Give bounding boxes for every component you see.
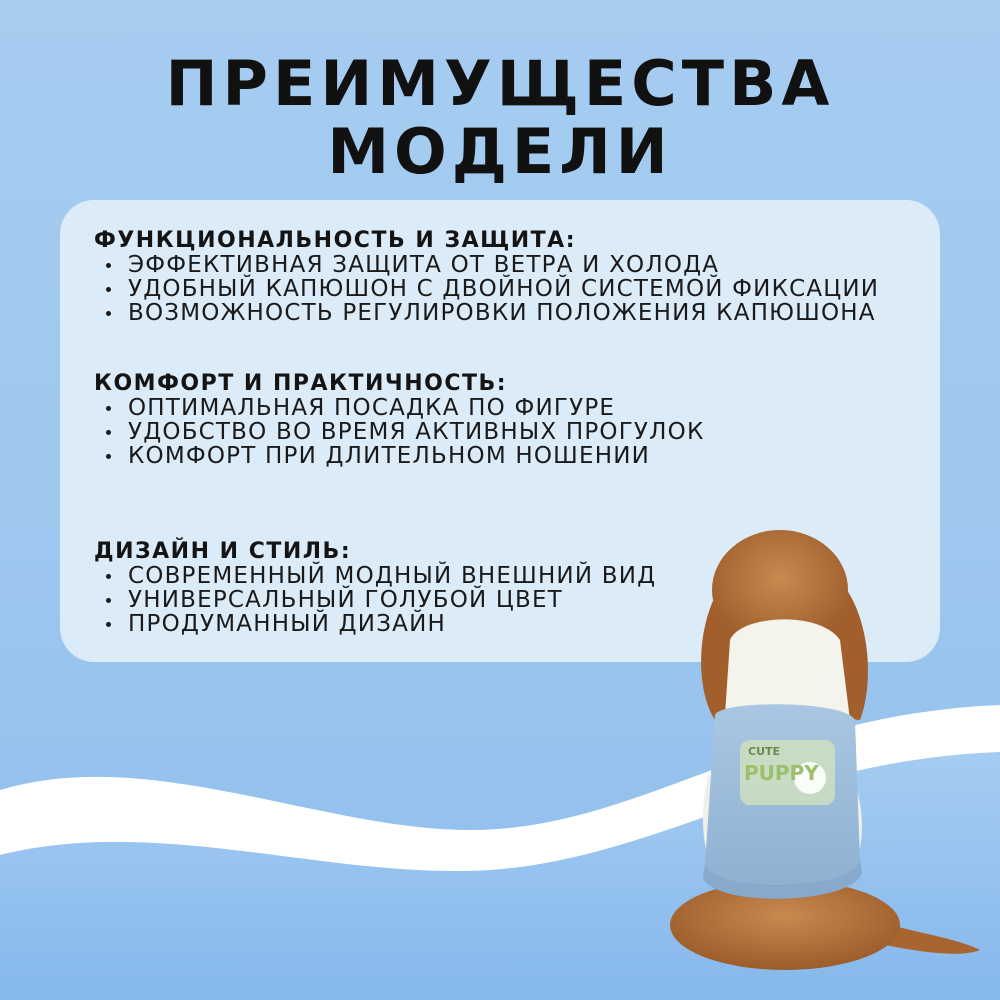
bullet-dot-icon — [106, 598, 111, 603]
section-heading: КОМФОРТ И ПРАКТИЧНОСТЬ: — [94, 371, 508, 396]
bullet-dot-icon — [106, 454, 111, 459]
bullet-dot-icon — [106, 430, 111, 435]
title-line-2: МОДЕЛИ — [327, 115, 673, 188]
list-item — [94, 277, 879, 301]
bullet-list — [94, 253, 879, 325]
bullet-dot-icon — [106, 406, 111, 411]
bullet-dot-icon — [106, 622, 111, 627]
hoodie-print-line-1: CUTE — [748, 745, 781, 758]
list-item — [94, 420, 704, 444]
list-item-text: УНИВЕРСАЛЬНЫЙ ГОЛУБОЙ ЦВЕТ — [128, 587, 563, 613]
bullet-dot-icon — [106, 287, 111, 292]
section-heading: ФУНКЦИОНАЛЬНОСТЬ И ЗАЩИТА: — [94, 228, 577, 253]
list-item — [94, 588, 656, 612]
list-item — [94, 564, 656, 588]
list-item — [94, 444, 704, 468]
list-item-text: ПРОДУМАННЫЙ ДИЗАЙН — [128, 611, 446, 637]
list-item-text: УДОБНЫЙ КАПЮШОН С ДВОЙНОЙ СИСТЕМОЙ ФИКСАЦИИ — [128, 276, 880, 302]
bullet-list — [94, 564, 656, 636]
list-item-text: КОМФОРТ ПРИ ДЛИТЕЛЬНОМ НОШЕНИИ — [128, 443, 650, 469]
dog-photo — [660, 520, 990, 990]
section-heading: ДИЗАЙН И СТИЛЬ: — [94, 539, 352, 564]
section-design — [94, 539, 656, 636]
list-item — [94, 612, 656, 636]
page-title — [0, 47, 1000, 188]
list-item-text: ОПТИМАЛЬНАЯ ПОСАДКА ПО ФИГУРЕ — [128, 395, 616, 421]
section-functionality — [94, 228, 879, 325]
bullet-dot-icon — [106, 263, 111, 268]
list-item — [94, 301, 879, 325]
section-comfort — [94, 371, 704, 468]
bullet-dot-icon — [106, 574, 111, 579]
list-item-text: УДОБСТВО ВО ВРЕМЯ АКТИВНЫХ ПРОГУЛОК — [128, 419, 705, 445]
list-item-text: СОВРЕМЕННЫЙ МОДНЫЙ ВНЕШНИЙ ВИД — [128, 563, 657, 589]
title-line-1: ПРЕИМУЩЕСТВА — [165, 47, 835, 120]
list-item-text: ВОЗМОЖНОСТЬ РЕГУЛИРОВКИ ПОЛОЖЕНИЯ КАПЮШОНА — [128, 300, 876, 326]
bullet-list — [94, 396, 704, 468]
hoodie-print-line-2: PUPPY — [744, 761, 819, 785]
list-item — [94, 253, 879, 277]
list-item — [94, 396, 704, 420]
list-item-text: ЭФФЕКТИВНАЯ ЗАЩИТА ОТ ВЕТРА И ХОЛОДА — [128, 252, 720, 278]
bullet-dot-icon — [106, 311, 111, 316]
